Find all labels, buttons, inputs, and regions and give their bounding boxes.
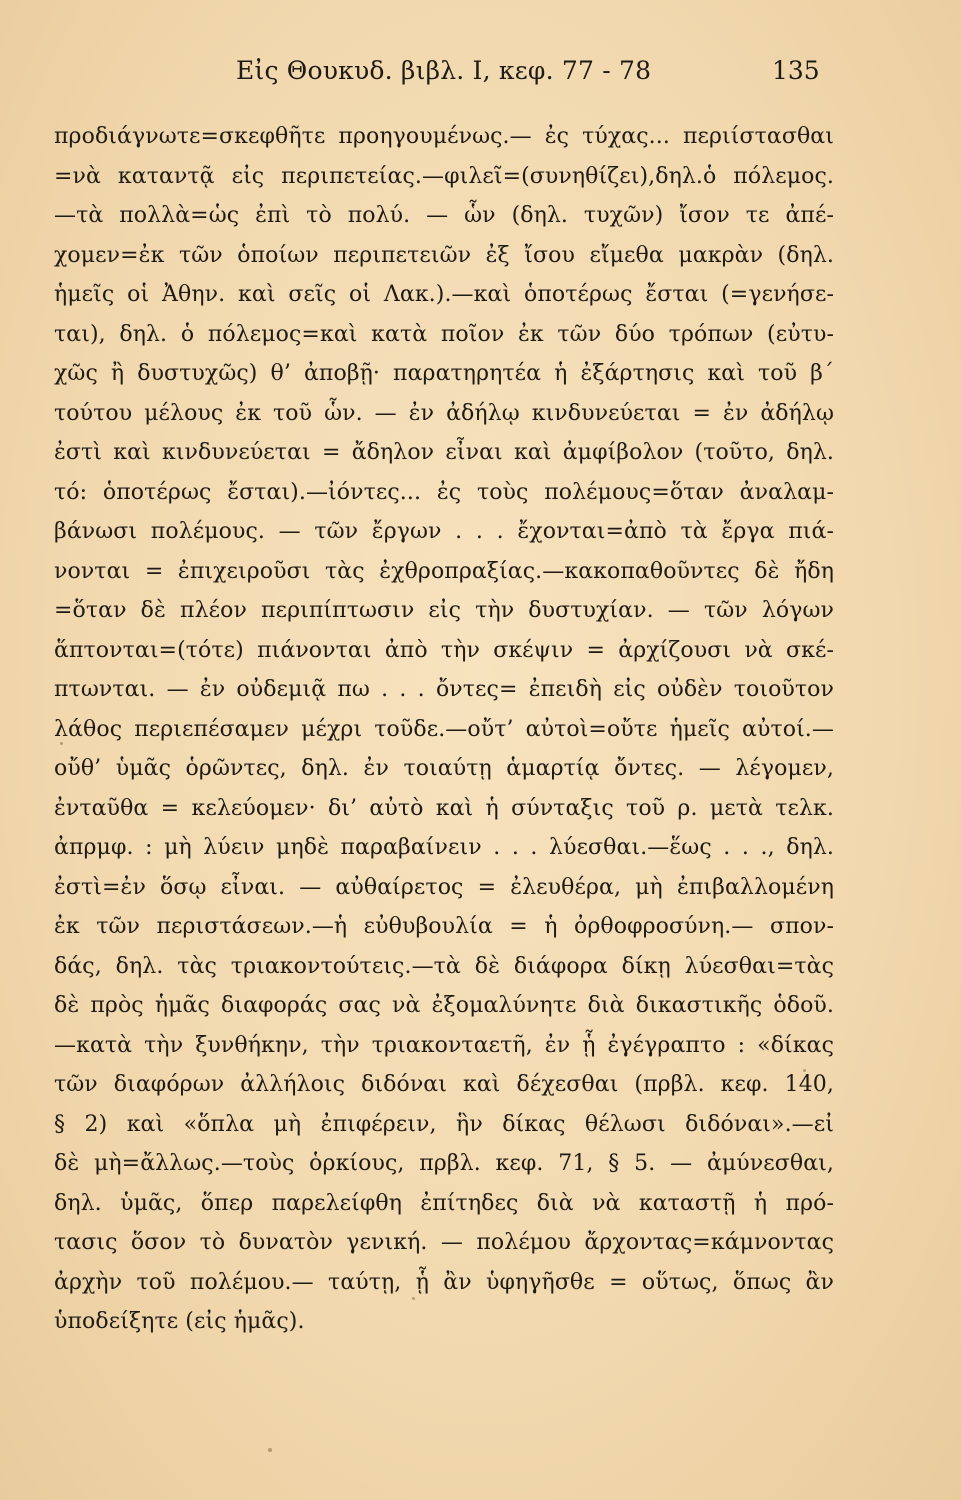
page-number: 135 — [772, 56, 820, 85]
text-line: —κατὰ τὴν ξυνθήκην, τὴν τριακονταετῆ, ἐν ᾗ ἐγέγραπτο : «δίκας — [54, 1032, 834, 1058]
text-line: ἐνταῦθα = κελεύομεν· δι’ αὐτὸ καὶ ἡ σύνταξις τοῦ ρ. μετὰ τελκ. — [54, 795, 834, 821]
text-line: προδιάγνωτε=σκεφθῆτε προηγουμένως.— ἐς τύχας... περιίστασθαι — [54, 124, 834, 149]
text-line: βάνωσι πολέμους. — τῶν ἔργων . . . ἔχονται=ἀπὸ τὰ ἔργα πιά- — [54, 519, 834, 544]
text-line: λάθος περιεπέσαμεν μέχρι τοῦδε.—οὔτ’ αὐτοὶ=οὔτε ἡμεῖς αὐτοί.— — [54, 716, 834, 742]
text-line: =νὰ καταντᾷ εἰς περιπετείας.—φιλεῖ=(συνηθίζει),δηλ.ὁ πόλεμος. — [54, 163, 834, 189]
text-line: ἐστὶ=ἐν ὅσῳ εἶναι. — αὐθαίρετος = ἐλευθέρα, μὴ ἐπιβαλλομένη — [54, 874, 834, 900]
text-line: —τὰ πολλὰ=ὡς ἐπὶ τὸ πολύ. — ὧν (δηλ. τυχῶν) ἴσον τε ἀπέ- — [54, 203, 834, 228]
text-line: δὲ μὴ=ἄλλως.—τοὺς ὁρκίους, πρβλ. κεφ. 71, § 5. — ἀμύνεσθαι, — [54, 1151, 834, 1176]
text-line: τούτου μέλους ἐκ τοῦ ὧν. — ἐν ἀδήλῳ κινδυνεύεται = ἐν ἀδήλῳ — [54, 400, 834, 426]
text-line: ἐστὶ καὶ κινδυνεύεται = ἄδηλον εἶναι καὶ ἀμφίβολον (τοῦτο, δηλ. — [54, 440, 834, 465]
text-line: δηλ. ὑμᾶς, ὅπερ παρελείφθη ἐπίτηδες διὰ νὰ καταστῇ ἡ πρό- — [54, 1190, 834, 1216]
text-line: νονται = ἐπιχειροῦσι τὰς ἐχθροπραξίας.—κακοπαθοῦντες δὲ ἤδη — [54, 558, 834, 584]
text-line: ἡμεῖς οἱ Ἀθην. καὶ σεῖς οἱ Λακ.).—καὶ ὁποτέρως ἔσται (=γενήσε- — [54, 282, 834, 307]
commentary-text — [54, 117, 834, 1342]
running-header: Εἰς Θουκυδ. βιβλ. Ι, κεφ. 77 - 78 — [236, 56, 652, 85]
text-line: τασις ὅσον τὸ δυνατὸν γενική. — πολέμου ἄρχοντας=κάμνοντας — [54, 1230, 834, 1255]
text-line: ἅπτονται=(τότε) πιάνονται ἀπὸ τὴν σκέψιν = ἀρχίζουσι νὰ σκέ- — [54, 637, 834, 663]
text-line: οὔθ’ ὑμᾶς ὁρῶντες, δηλ. ἐν τοιαύτῃ ἁμαρτίᾳ ὄντες. — λέγομεν, — [54, 756, 834, 781]
text-line: § 2) καὶ «ὅπλα μὴ ἐπιφέρειν, ἣν δίκας θέλωσι διδόναι».—εἰ — [54, 1111, 834, 1137]
text-line: τό: ὁποτέρως ἔσται).—ἰόντες... ἐς τοὺς πολέμους=ὅταν ἀναλαμ- — [54, 479, 834, 505]
paper-speck — [60, 742, 63, 745]
text-line: χομεν=ἐκ τῶν ὁποίων περιπετειῶν ἐξ ἴσου εἴμεθα μακρὰν (δηλ. — [54, 242, 834, 268]
text-line: δάς, δηλ. τὰς τριακοντούτεις.—τὰ δὲ διάφορα δίκῃ λύεσθαι=τὰς — [54, 953, 834, 979]
text-line: ὑποδείξητε (εἰς ἡμᾶς). — [54, 1309, 305, 1334]
text-line: ἐκ τῶν περιστάσεων.—ἡ εὐθυβουλία = ἡ ὀρθοφροσύνη.— σπον- — [54, 914, 834, 939]
text-line: πτωνται. — ἐν οὐδεμιᾷ πω . . . ὄντες= ἐπειδὴ εἰς οὐδὲν τοιοῦτον — [54, 677, 834, 702]
paper-speck — [412, 1297, 415, 1300]
text-line: ἀπρμφ. : μὴ λύειν μηδὲ παραβαίνειν . . . λύεσθαι.—ἕως . . ., δηλ. — [54, 835, 834, 860]
text-line: τῶν διαφόρων ἀλλήλοις διδόναι καὶ δέχεσθαι (πρβλ. κεφ. 140, — [54, 1072, 834, 1097]
text-line: ἀρχὴν τοῦ πολέμου.— ταύτῃ, ᾗ ἂν ὑφηγῆσθε = οὕτως, ὅπως ἂν — [54, 1269, 834, 1295]
text-line: =ὅταν δὲ πλέον περιπίπτωσιν εἰς τὴν δυστυχίαν. — τῶν λόγων — [54, 598, 834, 623]
text-line: ται), δηλ. ὁ πόλεμος=καὶ κατὰ ποῖον ἐκ τῶν δύο τρόπων (εὐτυ- — [54, 321, 834, 347]
text-line: δὲ πρὸς ἡμᾶς διαφοράς σας νὰ ἐξομαλύνητε διὰ δικαστικῆς ὁδοῦ. — [54, 993, 834, 1018]
text-line: χῶς ἢ δυστυχῶς) θ’ ἀποβῇ· παρατηρητέα ἡ ἐξάρτησις καὶ τοῦ β΄ — [54, 361, 834, 386]
paper-speck — [803, 1069, 806, 1072]
paper-speck — [268, 1448, 272, 1452]
